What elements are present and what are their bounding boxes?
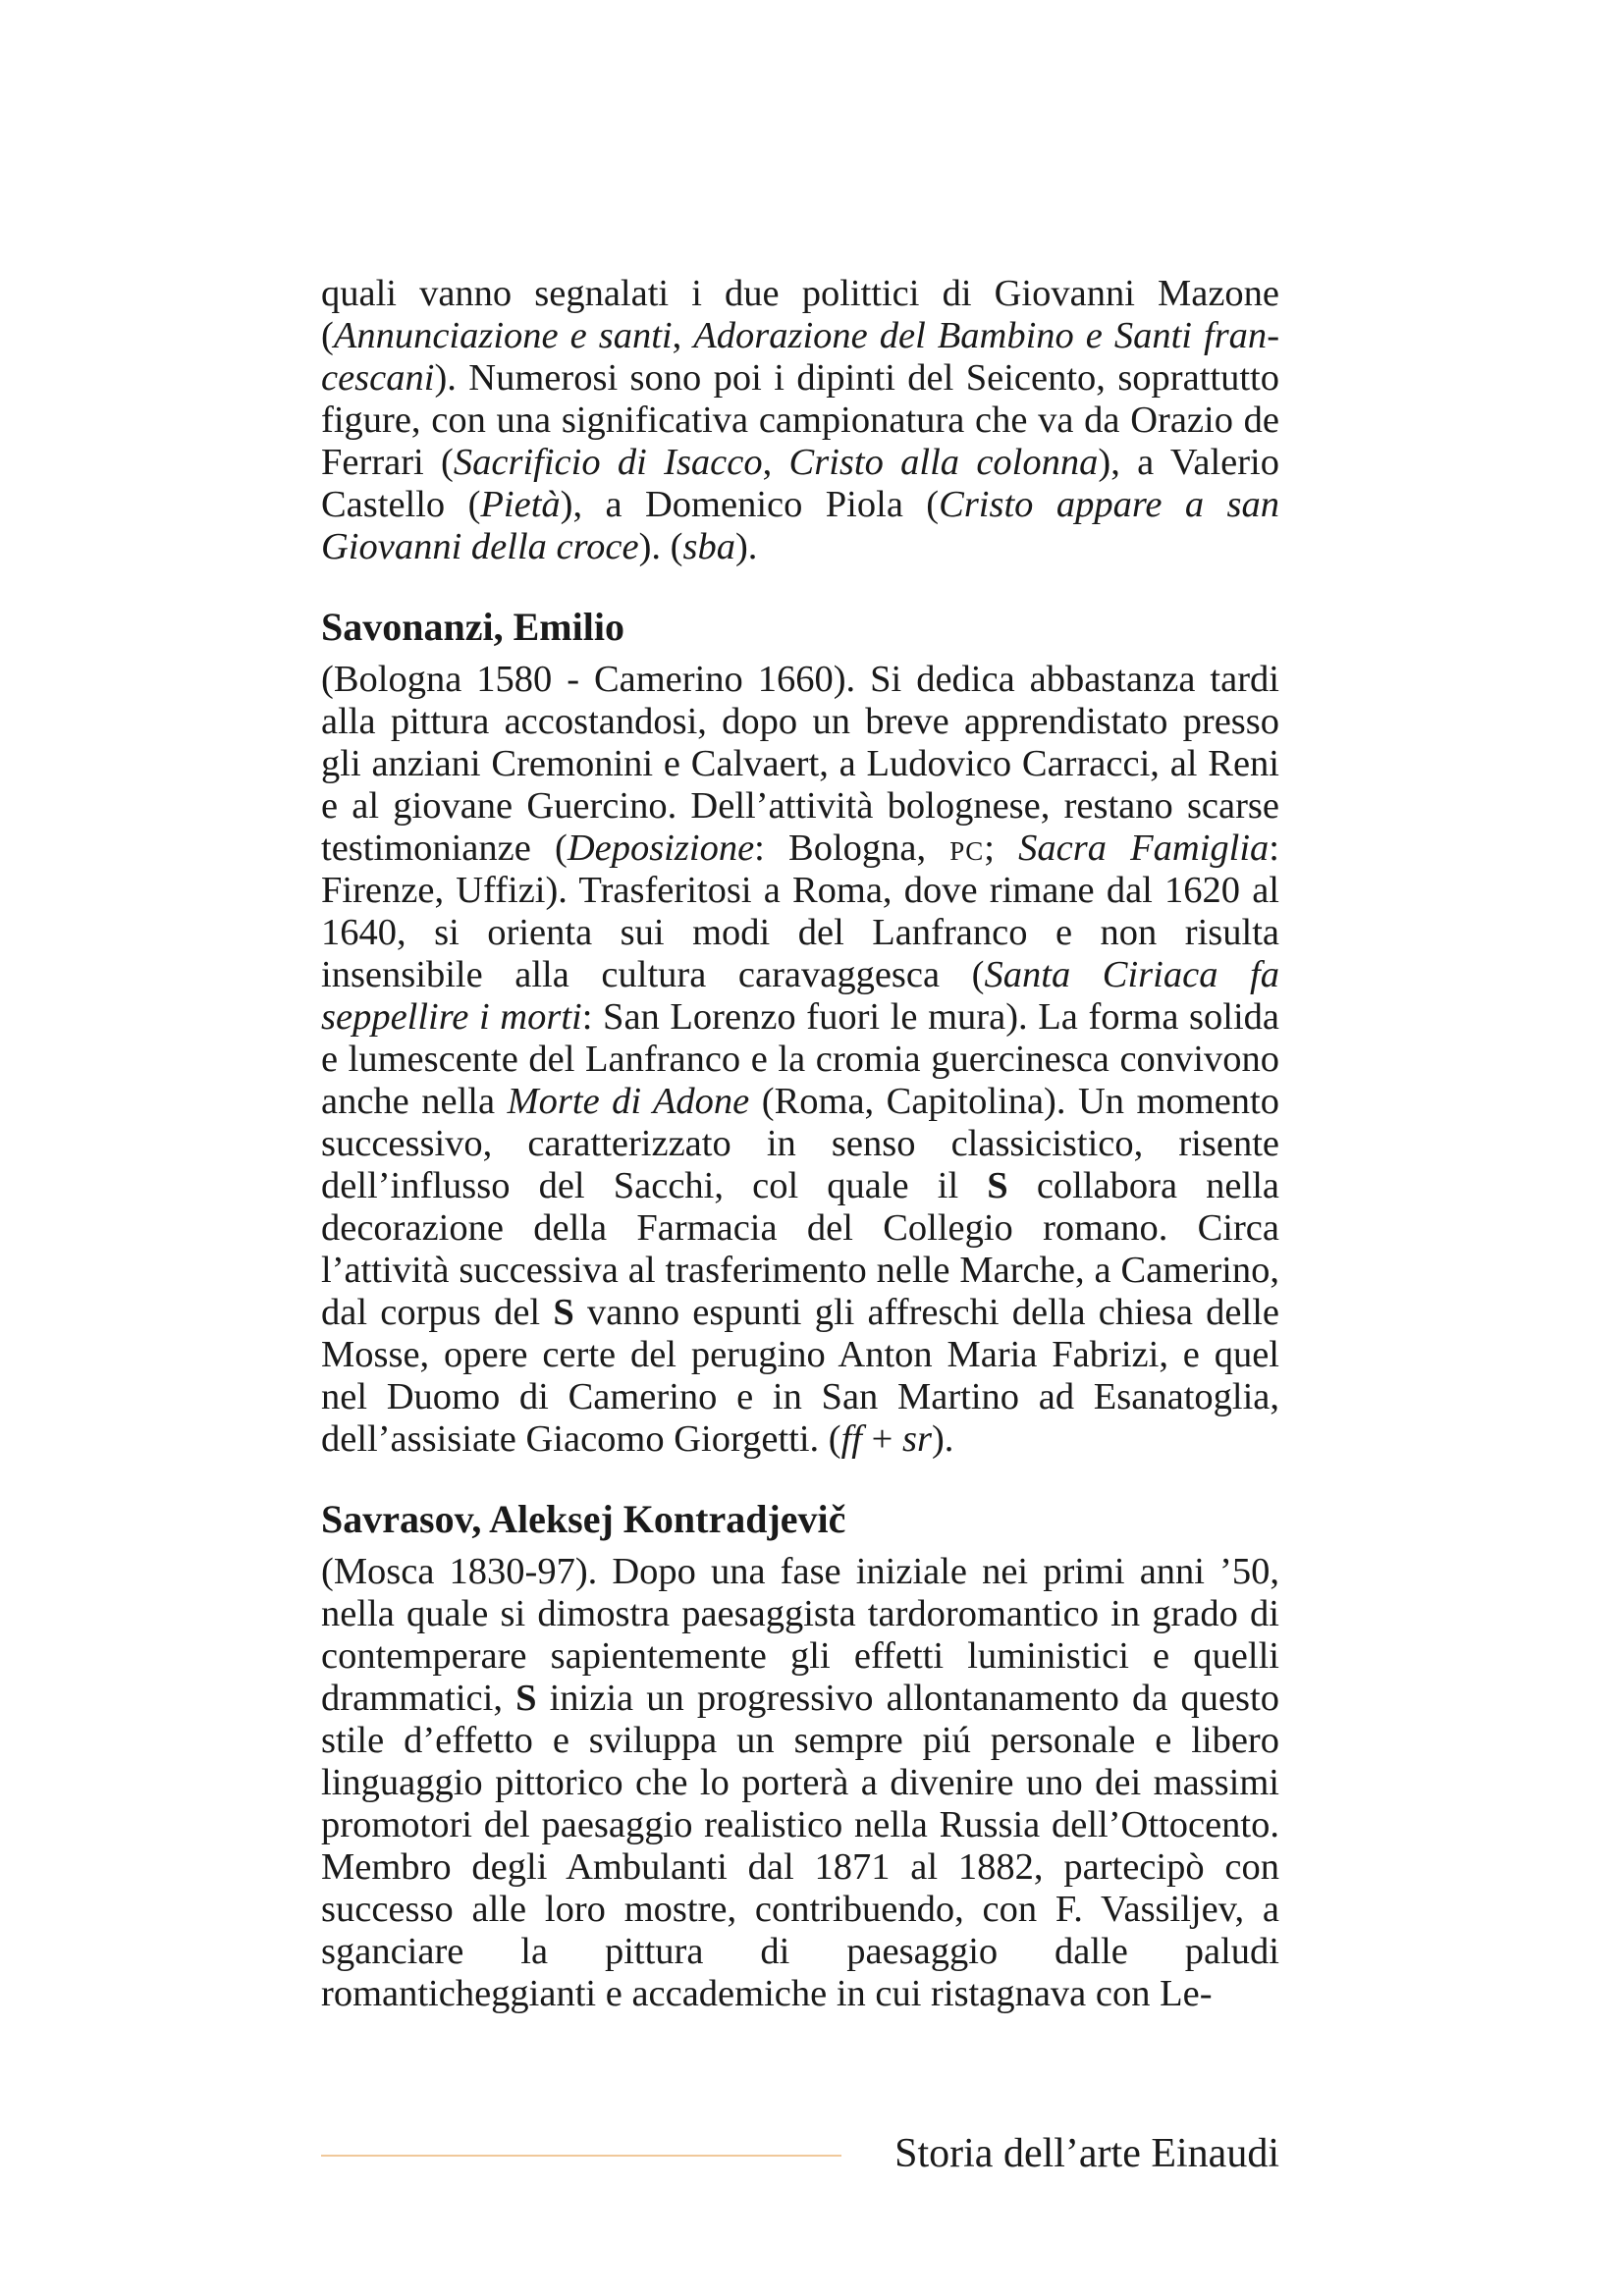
intro-paragraph <box>321 273 1279 568</box>
text-run: : Firenze, Uffizi). Trasferitosi a Roma, dove rimane dal 1620 al 1640, si orienta sui modi del Lanfranco e non risulta insensibile alla cultura caravaggesca ( <box>321 828 1279 995</box>
text-run: : San Lorenzo fuori le mura). La forma solida e lumescente del Lanfranco e la cromia guercinesca convivono anche nella <box>321 996 1279 1122</box>
artwork-title: Cristo appare a san Giovanni della croce <box>321 484 1280 567</box>
page-content <box>321 273 1279 2015</box>
footer-rule <box>321 2155 841 2157</box>
text-run: ), a Valerio Castello ( <box>321 442 1279 525</box>
text-run: ). <box>931 1418 954 1460</box>
artwork-title: Sacra Famiglia <box>1018 828 1270 869</box>
footer-publication-title: Storia dell’arte Einaudi <box>894 2131 1279 2176</box>
savrasov-paragraph <box>321 1551 1279 2015</box>
savonanzi-paragraph <box>321 659 1279 1461</box>
text-run: , <box>672 315 694 356</box>
artwork-title: Adorazione del Bambino e Santi francescani <box>321 315 1280 399</box>
artwork-title: Annunciazione e santi <box>333 315 673 356</box>
artwork-title: Santa Ciriaca fa seppellire i morti <box>321 954 1279 1038</box>
subject-abbreviation: S <box>553 1292 574 1333</box>
text-run: , <box>762 442 789 483</box>
artwork-title: Cristo alla colonna <box>788 442 1099 483</box>
text-run: (Mosca 1830-97). Dopo una fase iniziale nei primi anni ’50, nella quale si dimostra paesaggista tardoromantico in grado di contemperare sapientemente gli effetti luministici e quelli drammatici, <box>321 1551 1279 1719</box>
text-run: ). Numerosi sono poi i dipinti del Seicento, soprattutto figure, con una significativa campionatura che va da Orazio de Ferrari ( <box>321 357 1279 483</box>
artwork-title: Sacrificio di Isacco <box>453 442 763 483</box>
text-run: quali vanno segnalati i due polittici di Giovanni Mazone ( <box>321 273 1279 356</box>
text-run: + <box>862 1418 902 1460</box>
artwork-title: Deposizione <box>567 828 755 869</box>
subject-abbreviation: S <box>987 1165 1008 1206</box>
text-run: ). ( <box>638 526 683 567</box>
artwork-title: Morte di Adone <box>507 1081 750 1122</box>
text-run: collabora nella decorazione della Farmacia del Collegio romano. Circa l’attività successiva al trasferimento nelle Marche, a Camerino, dal corpus del <box>321 1165 1279 1333</box>
author-initials: sr <box>901 1418 932 1460</box>
author-initials: sba <box>682 526 735 567</box>
artwork-title: Pietà <box>480 484 561 525</box>
text-run: ). <box>734 526 758 567</box>
text-run: vanno espunti gli affreschi della chiesa delle Mosse, opere certe del perugino Anton Maria Fabrizi, e quel nel Duomo di Camerino e in San Martino ad Esanatoglia, dell’assisiate Giacomo Giorgetti. ( <box>321 1292 1279 1460</box>
text-run: ), a Domenico Piola ( <box>560 484 940 525</box>
text-run: : Bologna, <box>754 828 950 869</box>
text-run: inizia un progressivo allontanamento da questo stile d’effetto e sviluppa un sempre piú personale e libero linguaggio pittorico che lo porterà a divenire uno dei massimi promotori del paesaggio realistico nella Russia dell’Ottocento. Membro degli Ambulanti dal 1871 al 1882, partecipò con successo alle loro mostre, contribuendo, con F. Vassiljev, a sganciare la pittura di paesaggio dalle paludi romanticheggianti e accademiche in cui ristagnava con Le- <box>321 1678 1279 2014</box>
author-initials: ff <box>840 1418 863 1460</box>
text-run: (Bologna 1580 - Camerino 1660). Si dedica abbastanza tardi alla pittura accostandosi, dopo un breve apprendistato presso gli anziani Cremonini e Calvaert, a Ludovico Carracci, al Reni e al giovane Guercino. Dell’attività bolognese, restano scarse testimonianze ( <box>321 659 1279 869</box>
text-run: (Roma, Capitolina). Un momento successivo, caratterizzato in senso classicistico, risente dell’influsso del Sacchi, col quale il <box>321 1081 1279 1206</box>
entry-title-savrasov: Savrasov, Aleksej Kontradjevič <box>321 1497 846 1541</box>
text-run: ; <box>984 828 1019 869</box>
page-footer <box>321 2125 1279 2184</box>
subject-abbreviation: S <box>515 1678 537 1719</box>
abbreviation: pc <box>949 828 985 869</box>
entry-title-savonanzi: Savonanzi, Emilio <box>321 605 624 649</box>
